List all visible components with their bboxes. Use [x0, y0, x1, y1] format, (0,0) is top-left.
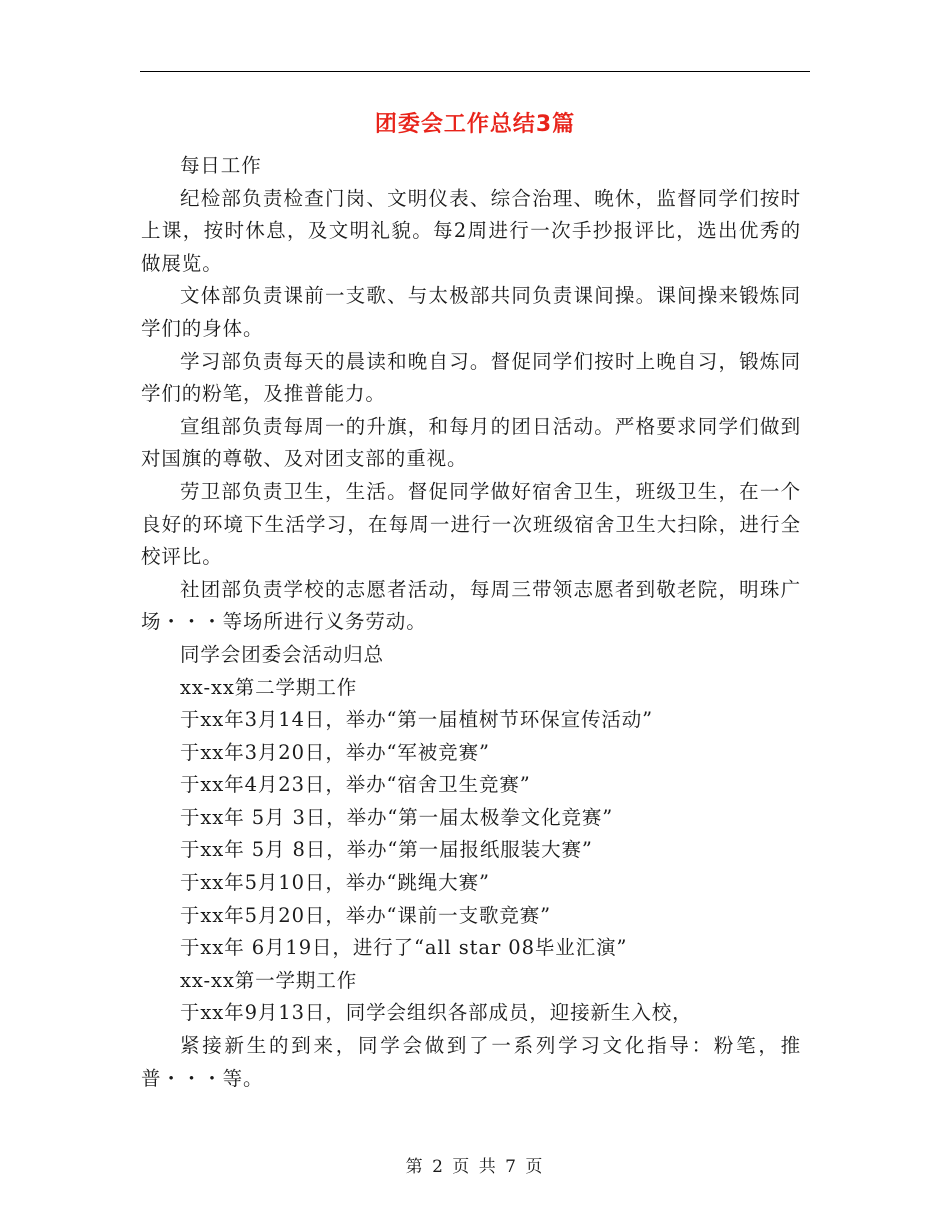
paragraph-daily-work: 每日工作 — [180, 154, 262, 177]
paragraph-publicity-dept: 宣组部负责每周一的升旗，和每月的团日活动。严格要求同学们做到对国旗的尊敬、及对团支部的重视。 — [141, 414, 801, 471]
paragraph-labor-dept: 劳卫部负责卫生，生活。督促同学做好宿舍卫生，班级卫生，在一个良好的环境下生活学习，在每周一进行一次班级宿舍卫生大扫除，进行全校评比。 — [141, 479, 801, 569]
event-item: 于xx年 5月 3日，举办“第一届太极拳文化竞赛” — [180, 805, 614, 829]
event-item: 于xx年4月23日，举办“宿舍卫生竞赛” — [180, 773, 531, 797]
event-item: 于xx年3月14日，举办“第一届植树节环保宣传活动” — [180, 708, 654, 732]
event-item: 于xx年5月10日，举办“跳绳大赛” — [180, 871, 490, 895]
paragraph-study-dept: 学习部负责每天的晨读和晚自习。督促同学们按时上晚自习，锻炼同学们的粉笔，及推普能力。 — [141, 349, 801, 406]
paragraph-second-semester: xx-xx第二学期工作 — [180, 675, 358, 699]
paragraph-guidance: 紧接新生的到来，同学会做到了一系列学习文化指导：粉笔，推普・・・等。 — [141, 1034, 801, 1090]
event-item: 于xx年5月20日，举办“课前一支歌竞赛” — [180, 903, 552, 927]
document-body — [141, 150, 801, 1095]
event-item: 于xx年 5月 8日，举办“第一届报纸服装大赛” — [180, 838, 593, 862]
event-item: 于xx年3月20日，举办“军被竞赛” — [180, 740, 490, 764]
paragraph-club-dept: 社团部负责学校的志愿者活动，每周三带领志愿者到敬老院，明珠广场・・・等场所进行义务劳动。 — [141, 577, 801, 634]
paragraph-first-semester: xx-xx第一学期工作 — [180, 968, 358, 992]
event-item: 于xx年9月13日，同学会组织各部成员，迎接新生入校， — [180, 1001, 693, 1025]
document-title: 团委会工作总结3篇 — [374, 112, 576, 137]
header-rule — [140, 71, 810, 72]
page-number-footer: 第 2 页 共 7 页 — [405, 1157, 545, 1177]
paragraph-sports-dept: 文体部负责课前一支歌、与太极部共同负责课间操。课间操来锻炼同学们的身体。 — [141, 284, 801, 340]
paragraph-activities-heading: 同学会团委会活动归总 — [180, 642, 385, 666]
event-item: 于xx年 6月19日，进行了“all star 08毕业汇演” — [180, 936, 628, 960]
paragraph-discipline-dept: 纪检部负责检查门岗、文明仪表、综合治理、晚休，监督同学们按时上课，按时休息，及文明礼貌。每2周进行一次手抄报评比，选出优秀的做展览。 — [141, 186, 801, 275]
